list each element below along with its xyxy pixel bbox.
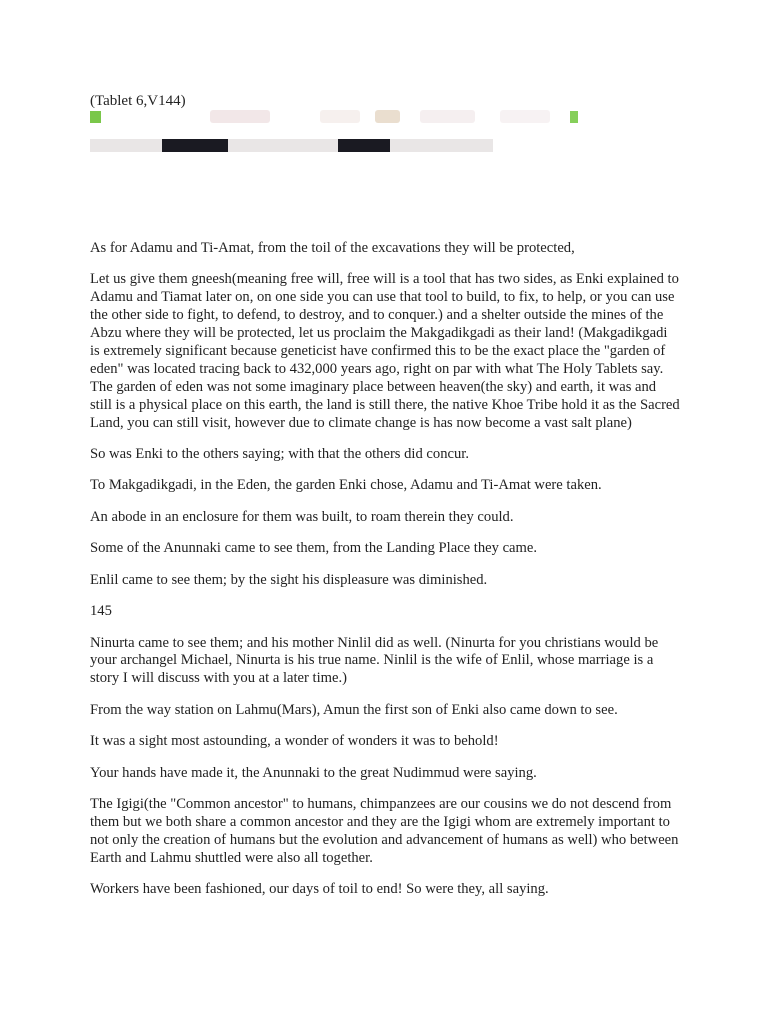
image-smear [210,110,270,123]
image-smear [420,110,475,123]
paragraph: An abode in an enclosure for them was built, to roam therein they could. [90,508,514,525]
page-number: 145 [90,603,112,620]
image-smear [500,110,550,123]
green-marker-right [570,111,578,123]
paragraph: Enlil came to see them; by the sight his displeasure was diminished. [90,571,488,588]
paragraph: Ninurta came to see them; and his mother Ninlil did as well. (Ninurta for you christians would be your archangel Michael, Ninurta is his true name. Ninlil is the wife of Enlil, whose marriage is a story I will discuss with you at a later time.) [90,634,659,687]
paragraph: Some of the Anunnaki came to see them, from the Landing Place they came. [90,540,537,557]
image-fragment-top [90,110,578,123]
image-dark-band [162,139,228,152]
image-smear [320,110,360,123]
document-body [90,240,680,912]
green-marker-left [90,111,101,123]
image-dark-band [338,139,390,152]
paragraph: Let us give them gneesh(meaning free will, free will is a tool that has two sides, as Enki explained to Adamu and Tiamat later on, on one side you can use that tool to build, to fix, to help, or you can use the other side to fight, to defend, to destroy, and to conquer.) and a shelter outside the mines of the Abzu where they will be protected, let us proclaim the Makgadikgadi as their land! (Makgadikgadi is extremely significant because geneticist have confirmed this to be the exact place the "garden of eden" was located tracing back to 432,000 years ago, right on par with what The Holy Tablets say. The garden of eden was not some imaginary place between heaven(the sky) and earth, it was and still is a physical place on this earth, the land is still there, the native Khoe Tribe hold it as the Sacred Land, you can still visit, however due to climate change is has now become a vast salt plane) [90,271,680,431]
tablet-heading: (Tablet 6,V144) [90,93,186,109]
paragraph: It was a sight most astounding, a wonder of wonders it was to behold! [90,733,499,750]
paragraph: Workers have been fashioned, our days of toil to end! So were they, all saying. [90,881,549,898]
paragraph: So was Enki to the others saying; with that the others did concur. [90,446,469,463]
paragraph: The Igigi(the "Common ancestor" to humans, chimpanzees are our cousins we do not descend from them but we both share a common ancestor and they are the Igigi whom are extremely important to not only the creation of humans but the evolution and advancement of humans as well) who between Earth and Lahmu shuttled were also all together. [90,795,679,866]
paragraph: To Makgadikgadi, in the Eden, the garden Enki chose, Adamu and Ti-Amat were taken. [90,477,602,494]
image-smear [375,110,400,123]
paragraph: As for Adamu and Ti-Amat, from the toil of the excavations they will be protected, [90,240,575,256]
paragraph: From the way station on Lahmu(Mars), Amun the first son of Enki also came down to see. [90,701,618,718]
image-fragment-bottom [90,139,493,152]
paragraph: Your hands have made it, the Anunnaki to the great Nudimmud were saying. [90,764,537,781]
